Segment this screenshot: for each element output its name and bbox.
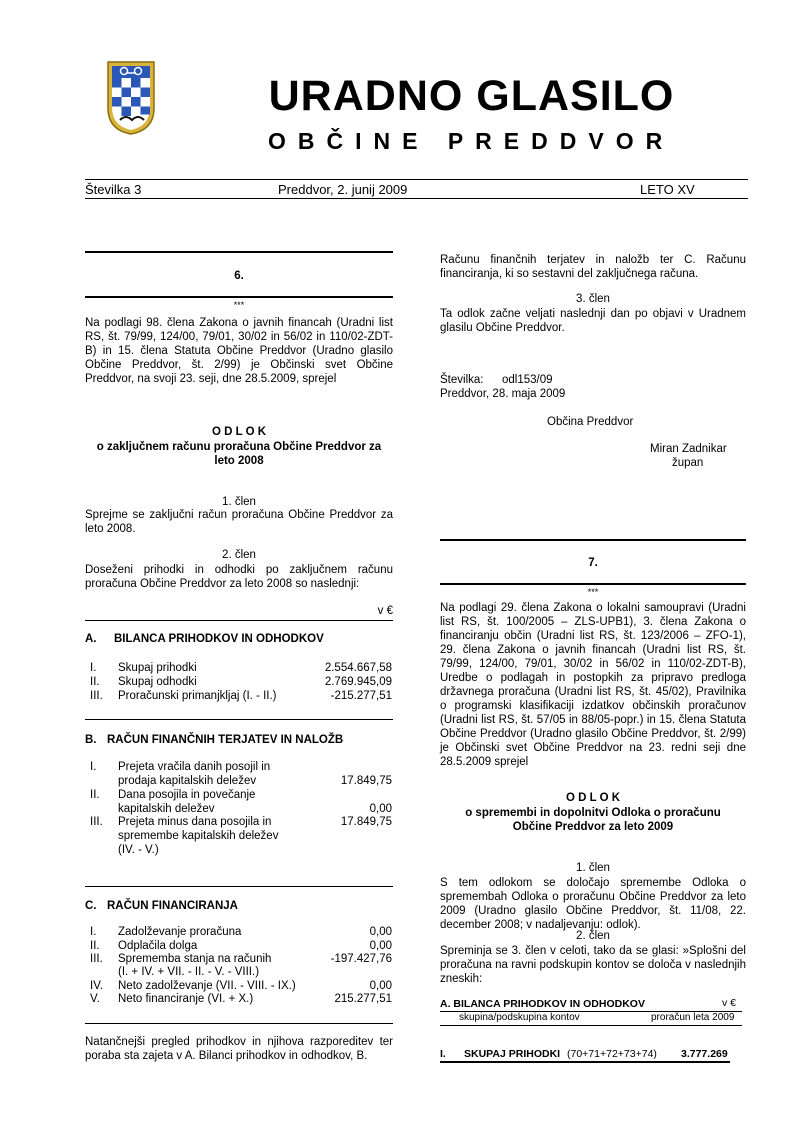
row-value: 0,00 [369, 926, 392, 938]
odlok-subtitle: o spremembi in dopolnitvi Odloka o proračunu Občine Preddvor za leto 2009 [465, 807, 721, 833]
section-letter: C. [85, 900, 97, 912]
row-label: Dana posojila in povečanje [118, 789, 256, 801]
row-number: V. [90, 993, 100, 1005]
separator-rule [85, 296, 393, 298]
section-title: RAČUN FINANCIRANJA [107, 900, 238, 912]
separator-rule [85, 719, 393, 720]
row-label: Neto zadolževanje (VII. - VIII. - IX.) [118, 980, 296, 992]
page-title: URADNO GLASILO [268, 72, 675, 120]
table-row-number: I. [440, 1048, 446, 1060]
article-heading: 1. člen [222, 496, 256, 508]
reference-date: Preddvor, 28. maja 2009 [440, 388, 566, 400]
section-letter: A. [85, 633, 97, 645]
row-number: II. [90, 940, 100, 952]
stars: *** [233, 300, 245, 310]
act-number: 6. [234, 270, 244, 282]
separator-rule [85, 886, 393, 887]
separator-rule [85, 251, 393, 253]
article-heading: 3. člen [576, 293, 610, 305]
row-label: spremembe kapitalskih deležev [118, 830, 279, 842]
table-row-formula: (70+71+72+73+74) [567, 1048, 657, 1060]
row-label: Neto financiranje (VI. + X.) [118, 993, 254, 1005]
odlok-subtitle: o zaključnem računu proračuna Občine Preddvor za leto 2008 [96, 441, 382, 467]
separator-rule [85, 1023, 393, 1024]
issue-number: Številka 3 [85, 182, 142, 197]
row-value: -197.427,76 [330, 953, 392, 965]
preamble: Na podlagi 29. člena Zakona o lokalni samoupravi (Uradni list RS, št. 100/2005 – ZLS-UPB1), 3. člena Zakona o financiranju občin (Uradni list RS, št. 123/2006 – ZFO-1), 29. člena Zakona o javnih financah (Uradni list RS, št. 79/99, 124/00, 79/01, 30/02 in 56/02 in 110/02-ZDT-B), Uredbe o podlagah in postopkih za pripravo predloga državnega proračuna (Uradni list RS, št. 45/02), Pravilnika o programski klasifikaciji izdatkov občinskih proračunov (Uradni list RS, št. 57/05 in 88/05-popr.) in 15. člena Statuta Občine Preddvor (Uradno glasilo Občine Preddvor, št. 2/99) je Občinski svet Občine Preddvor na 23. redni seji dne 28.5.2009 sprejel [440, 602, 746, 768]
odlok-title: O D L O K [565, 792, 621, 804]
odlok-title: O D L O K [211, 426, 267, 438]
row-value: 2.769.945,09 [324, 676, 392, 688]
section-title: RAČUN FINANČNIH TERJATEV IN NALOŽB [107, 734, 344, 746]
separator-rule [440, 583, 746, 585]
separator-rule [85, 620, 393, 621]
article-text: Spreminja se 3. člen v celoti, tako da se glasi: »Splošni del proračuna na ravni podskupin kontov se določa v naslednjih zneskih: [440, 945, 746, 985]
row-label: Prejeta minus dana posojila in [118, 816, 272, 828]
signer-role: župan [672, 457, 704, 469]
issue-date: Preddvor, 2. junij 2009 [278, 182, 408, 197]
row-number: III. [90, 816, 103, 828]
row-value: 2.554.667,58 [324, 662, 392, 674]
row-label: Sprememba stanja na računih [118, 953, 272, 965]
row-label: Odplačila dolga [118, 940, 198, 952]
table-rule [440, 1025, 742, 1026]
row-number: II. [90, 676, 100, 688]
preamble: Na podlagi 98. člena Zakona o javnih financah (Uradni list RS, št. 79/99, 124/00, 79/01, 30/02 in 56/02 in 110/02-ZDT-B) in 15. člena Statuta Občine Preddvor (Uradno glasilo Občine Preddvor, št. 2/99) je Občinski svet Občine Preddvor, na svoji 23. seji, dne 28.5.2009, sprejel [85, 317, 393, 385]
table-row-label: SKUPAJ PRIHODKI [464, 1048, 561, 1060]
table-column-header: skupina/podskupina kontov [459, 1012, 580, 1023]
issuing-authority: Občina Preddvor [547, 416, 634, 428]
row-number: III. [90, 690, 103, 702]
table-currency: v € [722, 997, 737, 1009]
row-label: kapitalskih deležev [118, 803, 215, 815]
row-value: 0,00 [369, 803, 392, 815]
header-rule-bottom [85, 198, 748, 199]
section-title: BILANCA PRIHODKOV IN ODHODKOV [114, 633, 324, 645]
row-number: III. [90, 953, 103, 965]
reference-label: Številka: [440, 374, 484, 386]
table-row-value: 3.777.269 [681, 1048, 728, 1060]
row-number: I. [90, 761, 97, 773]
row-value: 215.277,51 [334, 993, 392, 1005]
act-number: 7. [588, 557, 598, 569]
article-heading: 2. člen [576, 930, 610, 942]
row-value: 0,00 [369, 940, 392, 952]
row-label: Skupaj prihodki [118, 662, 197, 674]
row-label: Skupaj odhodki [118, 676, 197, 688]
row-number: I. [90, 662, 97, 674]
article-text: Doseženi prihodki in odhodki po zaključnem računu proračuna Občine Preddvor za leto 2008 so naslednji: [85, 564, 393, 590]
row-number: II. [90, 789, 100, 801]
continued-text: Računu finančnih terjatev in naložb ter C. Računu financiranja, ki so sestavni del zaključnega računa. [440, 254, 746, 280]
row-label: Prejeta vračila danih posojil in [118, 761, 271, 773]
row-label: prodaja kapitalskih deležev [118, 775, 257, 787]
reference-value: odl153/09 [502, 374, 553, 386]
row-value: 17.849,75 [340, 775, 392, 787]
row-label: (I. + IV. + VII. - II. - V. - VIII.) [118, 966, 260, 978]
signer-name: Miran Zadnikar [650, 443, 727, 455]
row-number: I. [90, 926, 97, 938]
article-text: S tem odlokom se določajo spremembe Odloka o spremembah Odloka o proračunu Občine Preddvor za leto 2009 (Uradno glasilo Občine Preddvor, št. 11/08, 22. december 2008; v nadaljevanju: odlok). [440, 877, 746, 931]
issue-year: LETO XV [640, 182, 695, 197]
row-value: 17.849,75 [340, 816, 392, 828]
row-value: 0,00 [369, 980, 392, 992]
section-letter: B. [85, 734, 97, 746]
table-title: A. BILANCA PRIHODKOV IN ODHODKOV [440, 998, 645, 1010]
separator-rule [440, 539, 746, 541]
row-label: Proračunski primanjkljaj (I. - II.) [118, 690, 277, 702]
article-text: Sprejme se zaključni račun proračuna Občine Preddvor za leto 2008. [85, 509, 393, 535]
table-rule [440, 1061, 730, 1063]
row-value: -215.277,51 [330, 690, 392, 702]
closing-text: Natančnejši pregled prihodkov in njihova razporeditev ter poraba sta zajeta v A. Bilanci prihodkov in odhodkov, B. [85, 1036, 393, 1062]
header-rule-top [85, 179, 748, 180]
article-text: Ta odlok začne veljati naslednji dan po objavi v Uradnem glasilu Občine Preddvor. [440, 308, 746, 334]
row-label: Zadolževanje proračuna [118, 926, 242, 938]
table-column-header: proračun leta 2009 [651, 1012, 735, 1023]
article-heading: 1. člen [576, 862, 610, 874]
currency-label: v € [377, 605, 393, 617]
row-label: (IV. - V.) [118, 844, 159, 856]
page-subtitle: OBČINE PREDDVOR [268, 128, 675, 154]
article-heading: 2. člen [222, 549, 256, 561]
row-number: IV. [90, 980, 104, 992]
stars: *** [587, 587, 599, 597]
